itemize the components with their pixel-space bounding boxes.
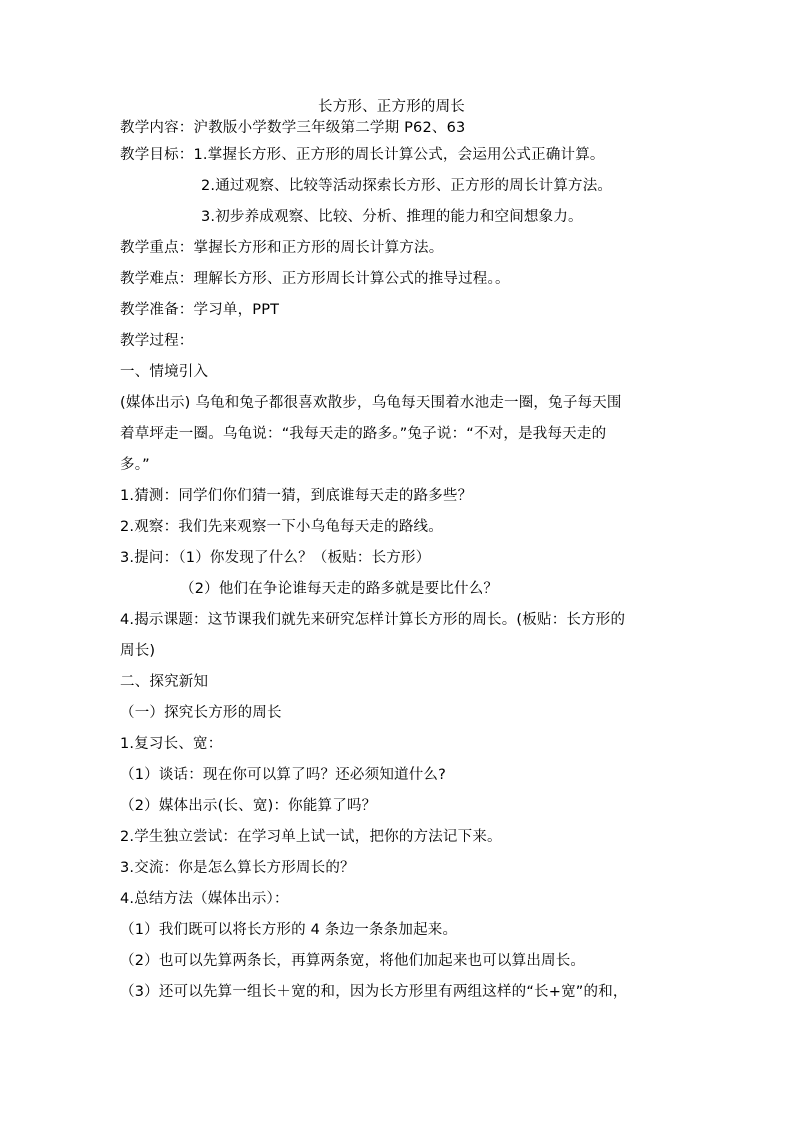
text-line: 3.提问：（1）你发现了什么？（板贴：长方形） (120, 550, 431, 566)
text-line: 1.复习长、宽： (120, 736, 223, 752)
text-line: 2.观察：我们先来观察一下小乌龟每天走的路线。 (120, 519, 443, 535)
text-line: 着草坪走一圈。乌龟说：“我每天走的路多。”兔子说：“不对，是我每天走的 (120, 426, 607, 442)
text-line: 3.初步养成观察、比较、分析、推理的能力和空间想象力。 (201, 209, 583, 225)
text-line: 教学目标：1.掌握长方形、正方形的周长计算公式，会运用公式正确计算。 (120, 147, 605, 163)
section-heading: 二、探究新知 (120, 674, 209, 690)
text-line: （1）谈话：现在你可以算了吗？还必须知道什么? (120, 767, 447, 783)
section-heading: 一、情境引入 (120, 364, 209, 380)
text-line: 教学内容：沪教版小学数学三年级第二学期 P62、63 (120, 120, 466, 136)
text-line: 教学过程： (120, 333, 194, 349)
text-line: 1.猜测：同学们你们猜一猜，到底谁每天走的路多些？ (120, 488, 473, 504)
text-line: （1）我们既可以将长方形的 4 条边一条条加起来。 (120, 922, 458, 938)
text-line: 多。” (120, 457, 150, 473)
subsection-heading: （一）探究长方形的周长 (120, 705, 282, 721)
text-line: 教学重点：掌握长方形和正方形的周长计算方法。 (120, 240, 444, 256)
text-line: 教学准备：学习单，PPT (120, 302, 280, 318)
text-line: （3）还可以先算一组长＋宽的和，因为长方形里有两组这样的“长+宽”的和， (120, 984, 628, 1000)
text-line: 2.学生独立尝试：在学习单上试一试，把你的方法记下来。 (120, 829, 502, 845)
text-line: (媒体出示) 乌龟和兔子都很喜欢散步，乌龟每天围着水池走一圈，兔子每天围 (120, 395, 622, 411)
text-line: 3.交流：你是怎么算长方形周长的？ (120, 860, 355, 876)
document-title: 长方形、正方形的周长 (318, 99, 465, 115)
text-line: 4.揭示课题：这节课我们就先来研究怎样计算长方形的周长。(板贴：长方形的 (120, 612, 626, 628)
text-line: 教学难点：理解长方形、正方形周长计算公式的推导过程。。 (120, 271, 510, 287)
text-line: （2）他们在争论谁每天走的路多就是要比什么？ (180, 581, 499, 597)
text-line: 2.通过观察、比较等活动探索长方形、正方形的周长计算方法。 (201, 178, 613, 194)
text-line: 4.总结方法（媒体出示）： (120, 891, 289, 907)
text-line: （2）也可以先算两条长，再算两条宽，将他们加起来也可以算出周长。 (120, 953, 586, 969)
text-line: 周长) (120, 643, 156, 659)
text-line: （2）媒体出示(长、宽)：你能算了吗？ (120, 798, 377, 814)
